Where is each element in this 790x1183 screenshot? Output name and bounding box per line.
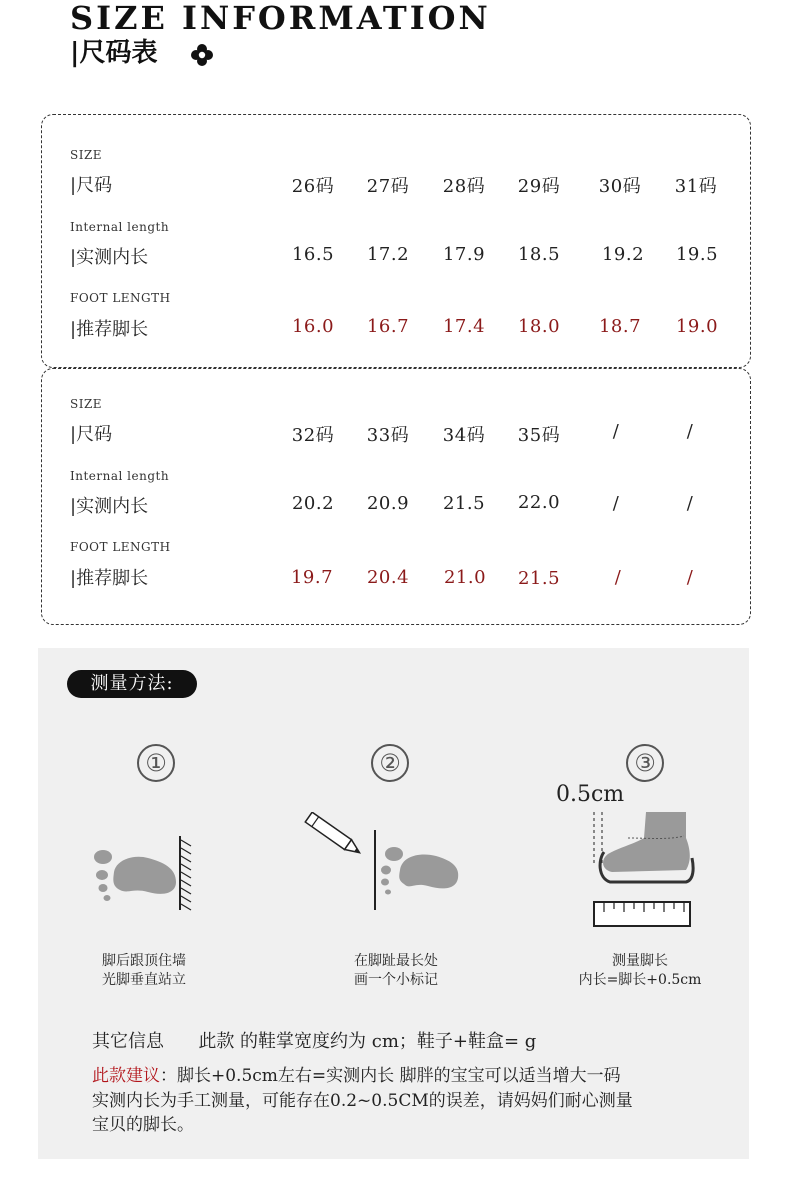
shoe-ruler-icon (588, 808, 698, 930)
foot-length-cell: 19.7 (290, 567, 334, 588)
internal-length-cell: 20.2 (291, 493, 335, 514)
foot-length-cell: 18.0 (517, 316, 561, 337)
size-cell: 34码 (442, 425, 486, 446)
step-1-caption (44, 952, 244, 990)
foot-length-cell: 18.7 (598, 316, 642, 337)
title-english: SIZE INFORMATION (70, 0, 491, 37)
foot-length-label-cn: |推荐脚长 (70, 568, 149, 589)
internal-length-label-cn: |实测内长 (70, 496, 149, 517)
size-cell: 35码 (517, 425, 561, 446)
foot-length-label-en: FOOT LENGTH (70, 540, 171, 554)
offset-annotation: 0.5cm (556, 782, 625, 807)
internal-length-cell: 20.9 (366, 493, 410, 514)
foot-length-cell: 17.4 (442, 316, 486, 337)
step-caption-line: 在脚趾最长处 (354, 953, 438, 969)
internal-length-cell: / (612, 493, 620, 514)
internal-length-label-en: Internal length (70, 469, 170, 483)
size-cell: 28码 (442, 176, 486, 197)
size-label-en: SIZE (70, 148, 103, 162)
internal-length-label-cn: |实测内长 (70, 247, 149, 268)
step-caption-line: 画一个小标记 (354, 972, 438, 988)
size-cell: / (686, 421, 694, 442)
foot-against-wall-icon (88, 832, 198, 914)
note-line-2: 实测内长为手工测量，可能存在0.2~0.5CM的误差，请妈妈们耐心测量 (92, 1091, 633, 1111)
step-3-caption (540, 952, 740, 990)
size-cell: 31码 (674, 176, 718, 197)
size-cell: 27码 (366, 176, 410, 197)
foot-length-cell: 16.7 (366, 316, 410, 337)
step-number: ② (371, 744, 409, 782)
size-cell: / (612, 421, 620, 442)
internal-length-cell: 19.2 (601, 244, 645, 265)
internal-length-label-en: Internal length (70, 220, 170, 234)
internal-length-cell: 17.2 (366, 244, 410, 265)
method-heading: 测量方法: (67, 670, 197, 698)
size-cell: 26码 (291, 176, 335, 197)
foot-length-cell: 21.0 (443, 567, 487, 588)
step-number: ① (137, 744, 175, 782)
advice-line (92, 1061, 621, 1086)
step-caption-line: 光脚垂直站立 (102, 972, 186, 988)
size-cell: 30码 (598, 176, 642, 197)
step-caption-line: 内长=脚长+0.5cm (578, 972, 702, 988)
step-caption-line: 测量脚长 (612, 953, 668, 969)
foot-length-cell: / (614, 567, 622, 588)
size-label-cn: |尺码 (70, 424, 113, 445)
size-cell: 33码 (366, 425, 410, 446)
advice-label: 此款建议 (92, 1066, 160, 1086)
internal-length-cell: 21.5 (442, 493, 486, 514)
step-number: ③ (626, 744, 664, 782)
internal-length-cell: 17.9 (442, 244, 486, 265)
pencil-mark-toe-icon (300, 812, 470, 914)
foot-length-label-cn: |推荐脚长 (70, 319, 149, 340)
title-chinese: |尺码表 (70, 38, 158, 68)
internal-length-cell: 19.5 (675, 244, 719, 265)
step-2-caption (296, 952, 496, 990)
foot-length-label-en: FOOT LENGTH (70, 291, 171, 305)
internal-length-cell: 22.0 (517, 492, 561, 513)
foot-length-cell: 16.0 (291, 316, 335, 337)
step-caption-line: 脚后跟顶住墙 (102, 953, 186, 969)
size-cell: 32码 (291, 425, 335, 446)
foot-length-cell: / (686, 567, 694, 588)
foot-length-cell: 19.0 (675, 316, 719, 337)
note-line-3: 宝贝的脚长。 (92, 1115, 194, 1135)
size-label-cn: |尺码 (70, 175, 113, 196)
size-label-en: SIZE (70, 397, 103, 411)
foot-length-cell: 20.4 (366, 567, 410, 588)
four-petal-flower-icon (190, 43, 214, 67)
size-cell: 29码 (517, 176, 561, 197)
internal-length-cell: / (686, 493, 694, 514)
foot-length-cell: 21.5 (517, 568, 561, 589)
other-info: 其它信息 此款 的鞋掌宽度约为 cm；鞋子+鞋盒= g (92, 1031, 537, 1052)
advice-text: ：脚长+0.5cm左右=实测内长 脚胖的宝宝可以适当增大一码 (160, 1066, 621, 1086)
internal-length-cell: 18.5 (517, 244, 561, 265)
internal-length-cell: 16.5 (291, 244, 335, 265)
